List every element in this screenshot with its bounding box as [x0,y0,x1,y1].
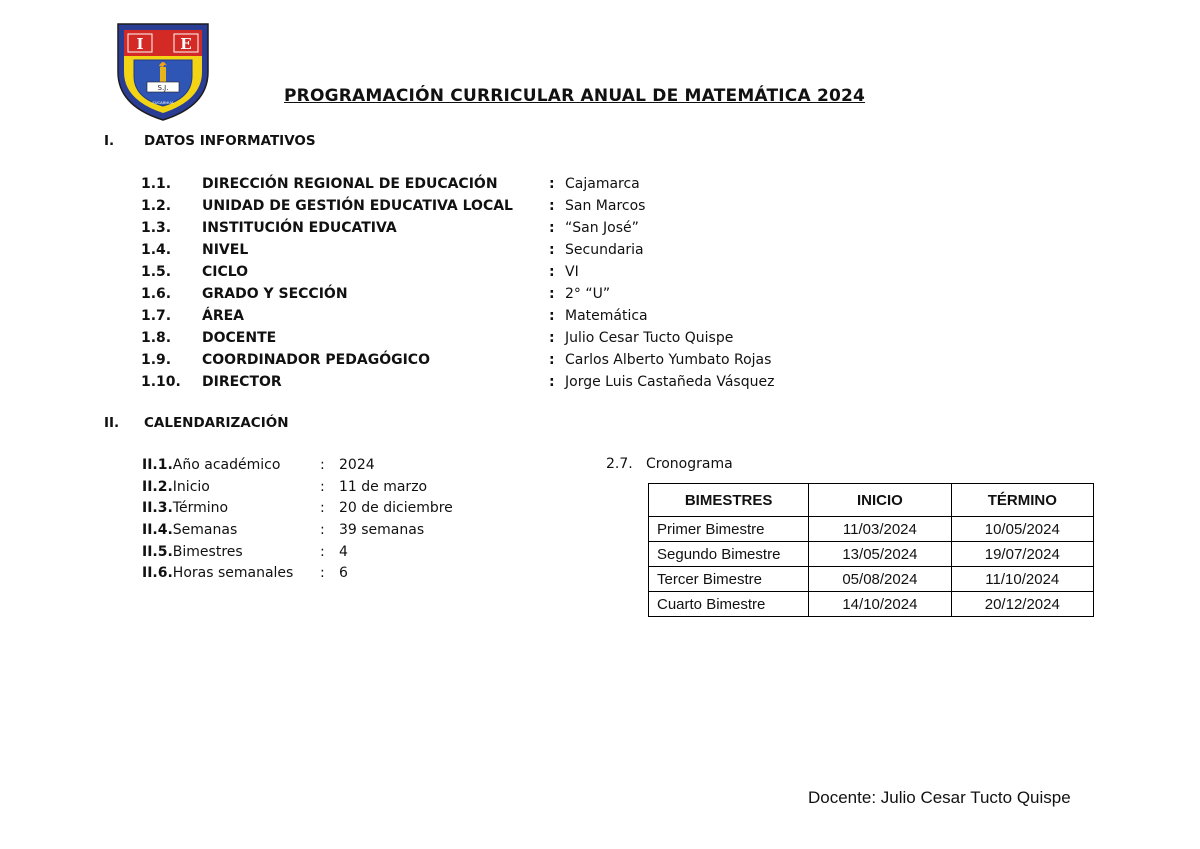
school-shield-logo [114,20,212,122]
cronograma-table [648,483,1094,617]
row-colon: : [549,352,555,368]
row-colon: : [549,330,555,346]
table-row [649,567,1094,592]
row-value: 11 de marzo [339,478,428,495]
section-datos-informativos [104,133,316,149]
calendario-row [142,563,472,585]
row-label: DIRECTOR [202,374,282,390]
row-value: Cajamarca [565,176,640,192]
row-label: DOCENTE [202,330,277,346]
row-colon: : [549,176,555,192]
row-colon: : [549,286,555,302]
datos-row [141,371,774,393]
calendario-list [142,455,472,585]
row-label: ÁREA [202,308,245,324]
section-number: II. [104,415,120,431]
row-number: II.5. [142,543,173,560]
row-colon: : [549,198,555,214]
datos-row [141,305,774,327]
table-cell: 11/03/2024 [809,517,951,542]
datos-row [141,261,774,283]
cronograma-label [606,456,733,472]
row-number: 1.8. [141,330,172,346]
calendario-row [142,520,472,542]
row-colon: : [320,543,325,560]
calendario-row [142,498,472,520]
shield-bottom-text: SUCARHUA [152,100,174,105]
row-number: 1.9. [141,352,172,368]
row-colon: : [549,220,555,236]
row-number: II.1. [142,457,173,473]
row-colon: : [320,500,325,517]
row-number: 1.3. [141,220,172,236]
table-header-row [649,484,1094,517]
row-value: “San José” [565,220,639,236]
table-cell: 11/10/2024 [951,567,1093,592]
row-colon: : [320,565,325,582]
datos-row [141,217,774,239]
row-colon: : [320,457,325,473]
row-value: 2024 [339,457,375,473]
section-number: I. [104,133,115,149]
row-value: Matemática [565,308,648,324]
row-label: Inicio [172,478,210,495]
section-title: CALENDARIZACIÓN [144,415,289,431]
cronograma-title: Cronograma [646,456,733,472]
table-header: INICIO [809,484,951,517]
table-header: TÉRMINO [951,484,1093,517]
row-value: Jorge Luis Castañeda Vásquez [565,374,775,390]
row-colon: : [320,522,325,539]
datos-row [141,239,774,261]
table-cell: Cuarto Bimestre [649,592,809,617]
datos-row [141,195,774,217]
datos-row [141,283,774,305]
row-number: 1.5. [141,264,172,280]
row-label: Semanas [172,522,238,539]
section-calendarizacion [104,415,289,431]
row-label: Término [172,500,229,517]
row-colon: : [549,374,555,390]
row-number: 1.4. [141,242,172,258]
row-label: Bimestres [172,543,243,560]
calendario-row [142,477,472,499]
shield-initials: S.J. [157,84,169,92]
table-cell: 19/07/2024 [951,542,1093,567]
cronograma-number: 2.7. [606,456,633,472]
row-number: 1.10. [141,374,181,390]
row-value: 4 [339,543,348,560]
table-header: BIMESTRES [649,484,809,517]
row-label: NIVEL [202,242,249,258]
calendario-row [142,542,472,564]
row-value: Secundaria [565,242,644,258]
row-colon: : [320,478,325,495]
table-cell: 10/05/2024 [951,517,1093,542]
table-row [649,542,1094,567]
datos-row [141,327,774,349]
datos-row [141,349,774,371]
row-value: San Marcos [565,198,646,214]
row-label: COORDINADOR PEDAGÓGICO [202,352,430,368]
row-colon: : [549,308,555,324]
row-value: Carlos Alberto Yumbato Rojas [565,352,772,368]
table-cell: Primer Bimestre [649,517,809,542]
table-cell: 05/08/2024 [809,567,951,592]
shield-letter-right: E [180,35,192,53]
page-title: PROGRAMACIÓN CURRICULAR ANUAL DE MATEMÁTICA 2024 [284,86,866,106]
row-value: 20 de diciembre [339,500,453,517]
table-cell: 13/05/2024 [809,542,951,567]
table-cell: 14/10/2024 [809,592,951,617]
row-label: Horas semanales [172,565,294,582]
footer-docente: Docente: Julio Cesar Tucto Quispe [808,788,1071,807]
row-value: 2° “U” [565,286,611,302]
calendario-row [142,455,472,477]
row-label: Año académico [172,457,281,473]
shield-letter-left: I [136,35,144,53]
row-number: 1.1. [141,176,172,192]
table-cell: Segundo Bimestre [649,542,809,567]
row-number: II.4. [142,522,173,539]
datos-list [141,173,774,393]
table-row [649,517,1094,542]
datos-row [141,173,774,195]
row-value: 39 semanas [339,522,425,539]
row-number: II.2. [142,478,173,495]
table-row [649,592,1094,617]
row-number: II.6. [142,565,173,582]
row-label: DIRECCIÓN REGIONAL DE EDUCACIÓN [202,176,498,192]
row-number: II.3. [142,500,173,517]
row-number: 1.6. [141,286,172,302]
row-number: 1.2. [141,198,172,214]
row-label: CICLO [202,264,249,280]
table-cell: 20/12/2024 [951,592,1093,617]
row-value: VI [565,264,579,280]
row-value: 6 [339,565,348,582]
row-label: INSTITUCIÓN EDUCATIVA [202,220,397,236]
row-label: GRADO Y SECCIÓN [202,286,348,302]
table-cell: Tercer Bimestre [649,567,809,592]
row-value: Julio Cesar Tucto Quispe [565,330,734,346]
row-colon: : [549,264,555,280]
row-number: 1.7. [141,308,172,324]
row-colon: : [549,242,555,258]
row-label: UNIDAD DE GESTIÓN EDUCATIVA LOCAL [202,198,513,214]
section-title: DATOS INFORMATIVOS [144,133,316,149]
